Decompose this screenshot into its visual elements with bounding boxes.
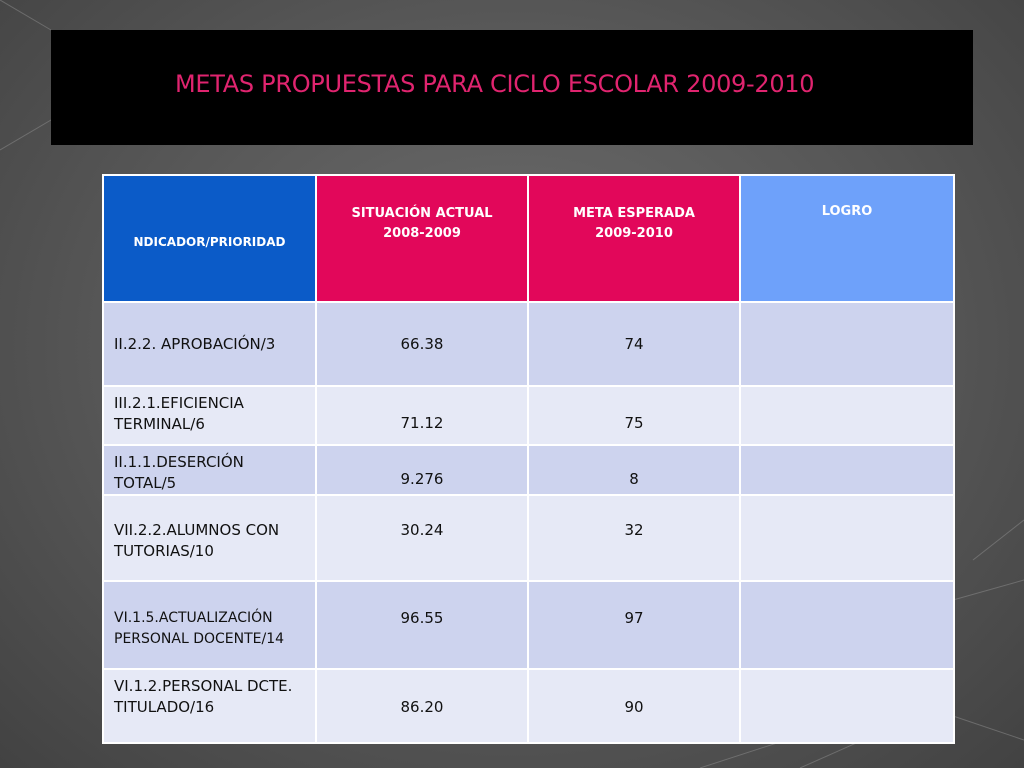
indicator-line2: TITULADO/16 xyxy=(114,698,215,716)
cell-goal: 97 xyxy=(528,581,740,669)
indicator-line1: II.2.2. APROBACIÓN/3 xyxy=(114,334,276,353)
slide-title: METAS PROPUESTAS PARA CICLO ESCOLAR 2009-2010 xyxy=(175,70,815,98)
table-row xyxy=(103,302,954,386)
header-indicator: NDICADOR/PRIORIDAD xyxy=(103,175,316,302)
cell-current: 30.24 xyxy=(316,495,528,581)
indicator-line1: III.2.1.EFICIENCIA xyxy=(114,394,244,412)
header-goal-line2: 2009-2010 xyxy=(595,226,673,241)
cell-current: 71.12 xyxy=(316,386,528,445)
indicator-line2: TUTORIAS/10 xyxy=(114,542,214,560)
indicator-line2: PERSONAL DOCENTE/14 xyxy=(114,631,285,647)
title-bar xyxy=(51,30,973,145)
cell-goal: 75 xyxy=(528,386,740,445)
header-achievement: LOGRO xyxy=(740,175,954,302)
cell-indicator xyxy=(103,445,316,495)
table-row xyxy=(103,445,954,495)
indicator-line1: VI.1.2.PERSONAL DCTE. xyxy=(114,677,293,695)
cell-indicator xyxy=(103,386,316,445)
cell-current: 86.20 xyxy=(316,669,528,743)
cell-achievement xyxy=(740,302,954,386)
cell-indicator xyxy=(103,495,316,581)
cell-achievement xyxy=(740,581,954,669)
header-current-line2: 2008-2009 xyxy=(383,226,461,241)
indicator-line2: TERMINAL/6 xyxy=(114,415,205,433)
cell-goal: 90 xyxy=(528,669,740,743)
cell-achievement xyxy=(740,445,954,495)
indicator-line1: II.1.1.DESERCIÓN xyxy=(114,453,244,471)
header-expected-goal xyxy=(528,175,740,302)
goals-table xyxy=(102,174,955,744)
table-row xyxy=(103,495,954,581)
indicator-line2: TOTAL/5 xyxy=(114,474,177,492)
cell-goal: 8 xyxy=(528,445,740,495)
cell-current: 9.276 xyxy=(316,445,528,495)
indicator-line1: VII.2.2.ALUMNOS CON xyxy=(114,521,280,539)
goals-table-container xyxy=(102,174,953,717)
header-current-situation xyxy=(316,175,528,302)
cell-achievement xyxy=(740,495,954,581)
header-goal-line1: META ESPERADA xyxy=(573,206,695,221)
table-row xyxy=(103,669,954,743)
table-row xyxy=(103,581,954,669)
cell-goal: 74 xyxy=(528,302,740,386)
cell-achievement xyxy=(740,669,954,743)
cell-indicator xyxy=(103,581,316,669)
cell-goal: 32 xyxy=(528,495,740,581)
cell-achievement xyxy=(740,386,954,445)
cell-current: 96.55 xyxy=(316,581,528,669)
cell-indicator xyxy=(103,669,316,743)
header-current-line1: SITUACIÓN ACTUAL xyxy=(351,206,493,221)
table-row xyxy=(103,386,954,445)
table-header-row xyxy=(103,175,954,302)
cell-current: 66.38 xyxy=(316,302,528,386)
indicator-line1: VI.1.5.ACTUALIZACIÓN xyxy=(114,610,273,626)
cell-indicator xyxy=(103,302,316,386)
